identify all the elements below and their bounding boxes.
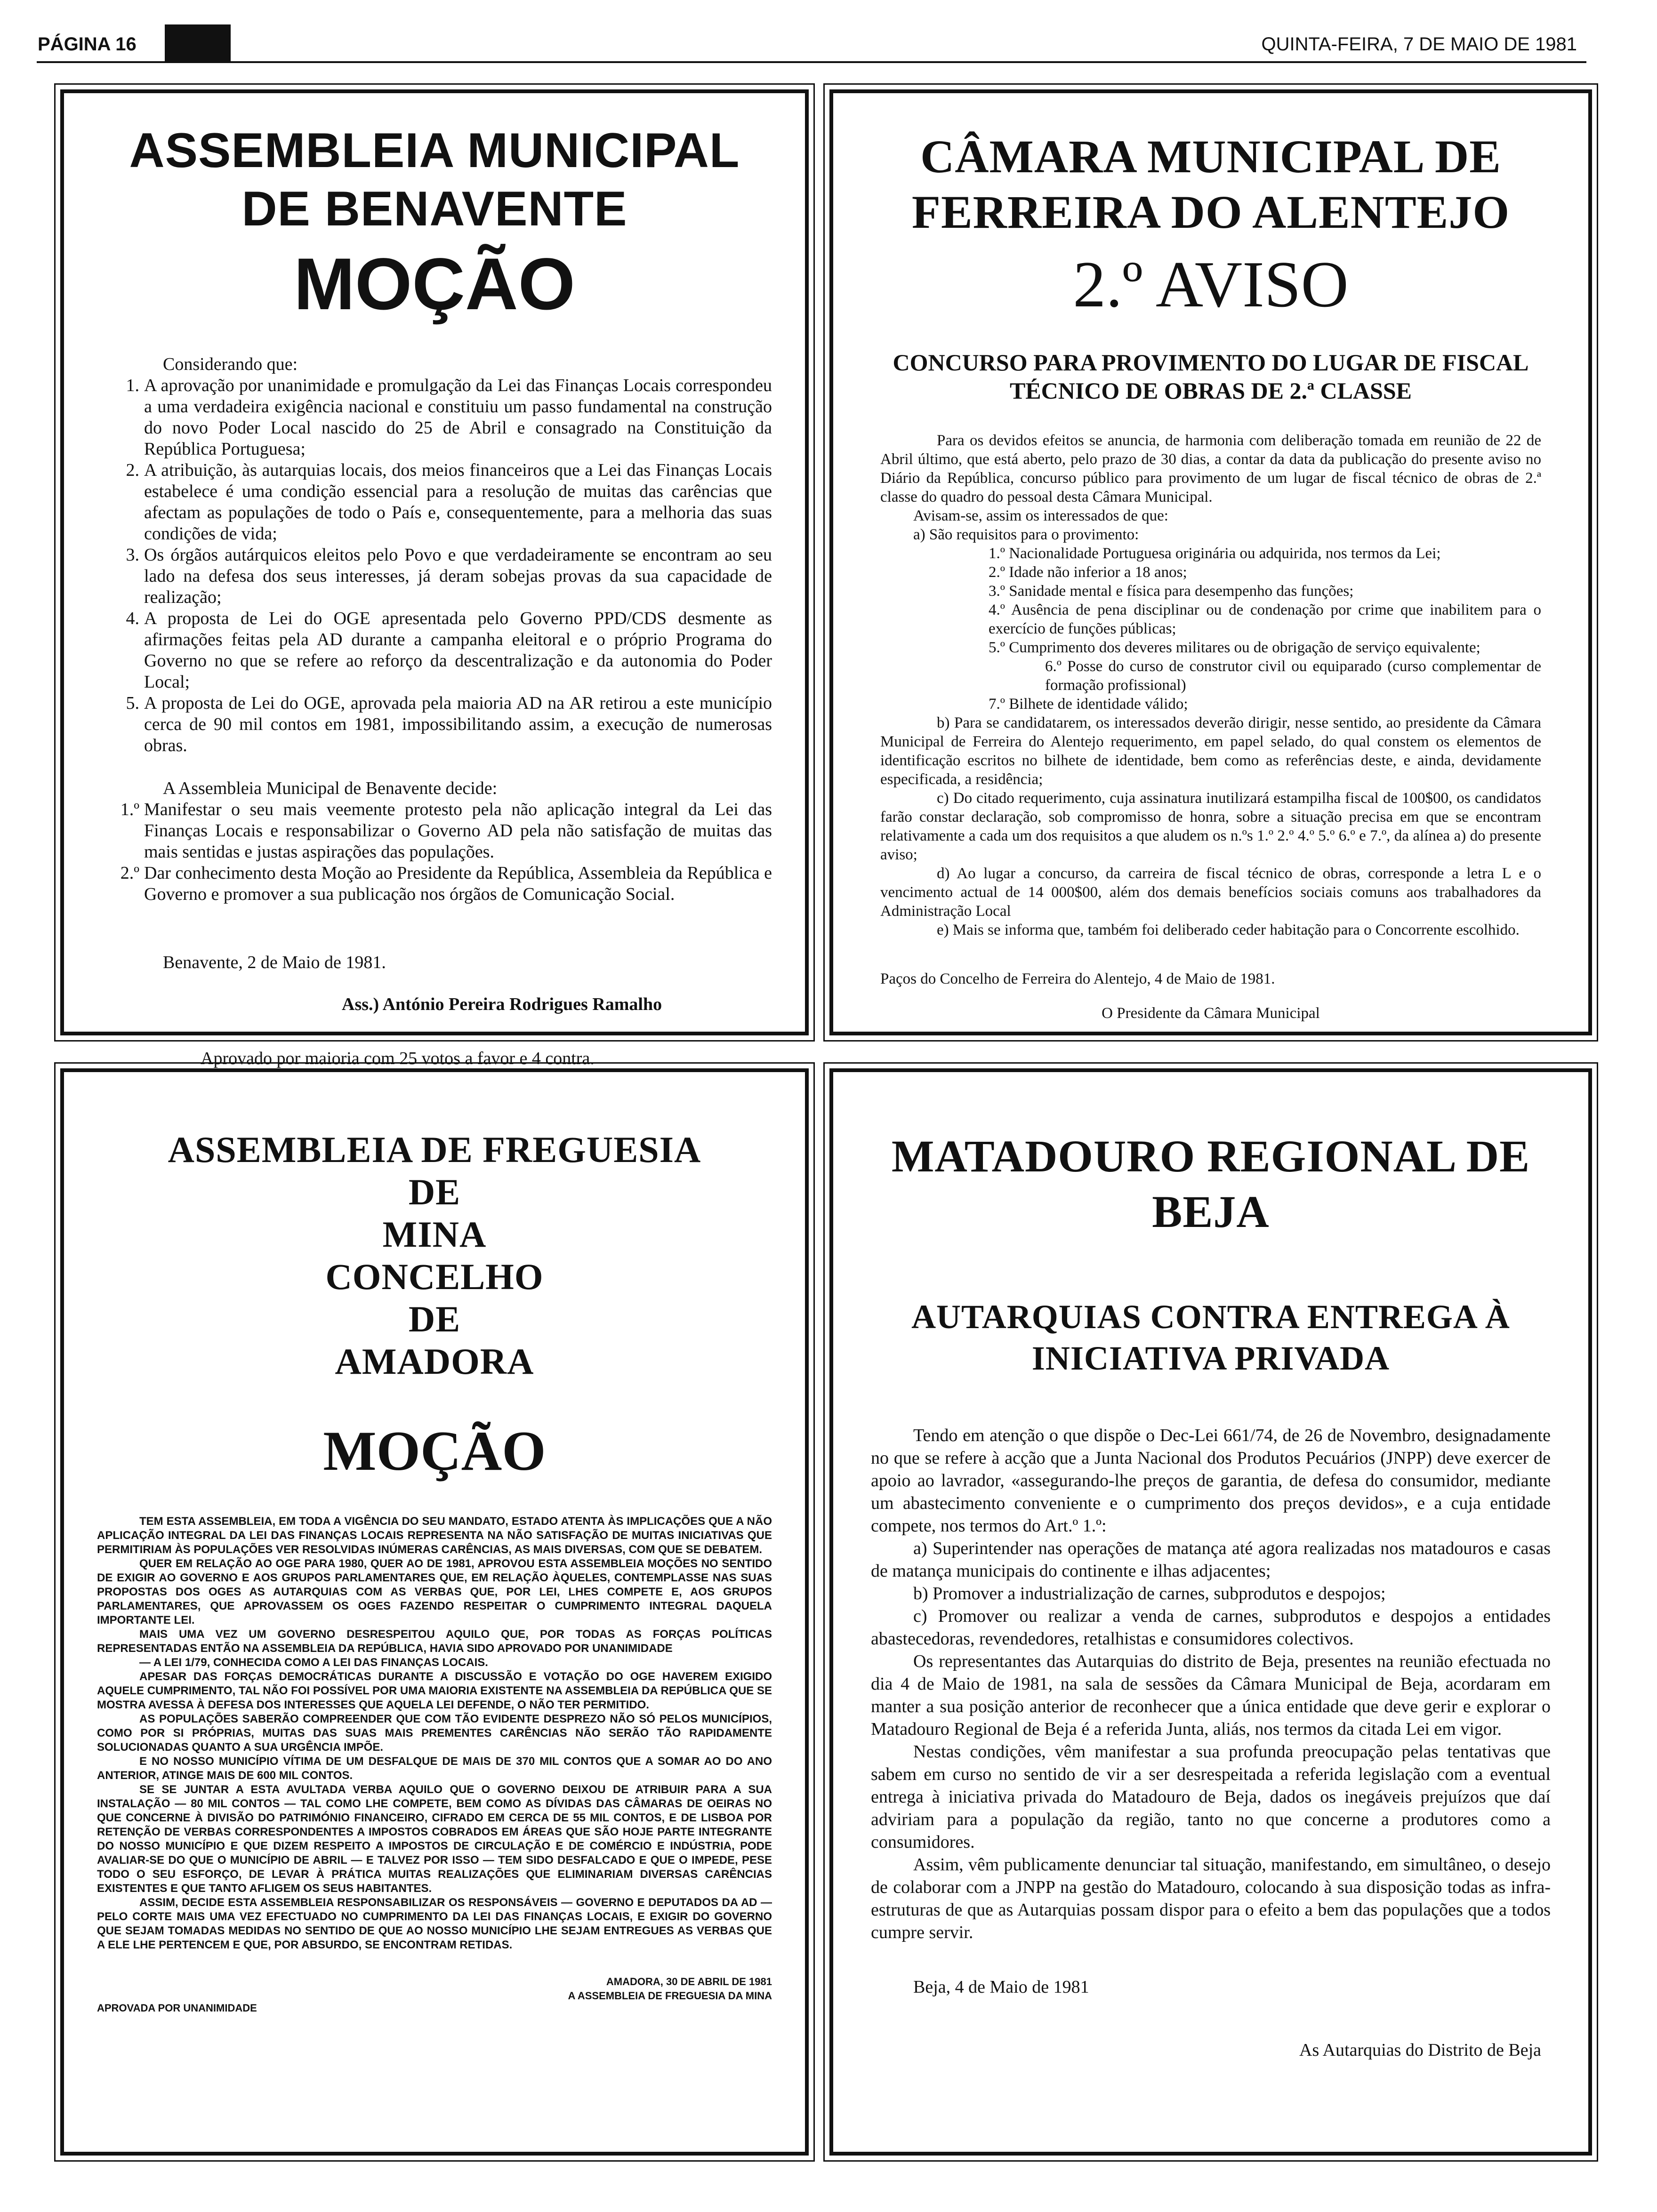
approval-note: Aprovado por maioria com 25 votos a favor e 4 contra. bbox=[201, 1049, 595, 1068]
signature: As Autarquias do Distrito de Beja bbox=[1299, 2040, 1541, 2060]
list-item: 2.º Idade não inferior a 18 anos; bbox=[989, 564, 1187, 581]
decide-intro: A Assembleia Municipal de Benavente decide: bbox=[163, 778, 498, 798]
place-date: Paços do Concelho de Ferreira do Alentejo, 4 de Maio de 1981. bbox=[880, 970, 1275, 987]
place-date: AMADORA, 30 DE ABRIL DE 1981 bbox=[606, 1976, 772, 1988]
ad-footer bbox=[97, 1975, 772, 2017]
list-item: 4. A proposta de Lei do OGE apresentada pelo Governo PPD/CDS desmente as afirmações feitas pela AD durante a campanha eleitoral e o próprio Programa do Governo no que se refere ao reforço da descentralização e da autonomia do Poder Local; bbox=[126, 609, 772, 692]
paragraph: Para os devidos efeitos se anuncia, de harmonia com deliberação tomada em reunião de 22 de Abril último, que está aberto, pelo prazo de 30 dias, a contar da data da publicação do presente aviso no Diário da República, concurso público para provimento de um lugar de fiscal técnico de obras de 2.ª classe do quadro do pessoal desta Câmara Municipal. bbox=[880, 432, 1541, 505]
header-rule bbox=[37, 61, 1586, 63]
ad-title: MATADOURO REGIONAL DE BEJA bbox=[891, 1131, 1530, 1237]
list-item: 1.º Nacionalidade Portuguesa originária ou adquirida, nos termos da Lei; bbox=[989, 545, 1441, 562]
paragraph: Os representantes das Autarquias do distrito de Beja, presentes na reunião efectuada no dia 4 de Maio de 1981, na sala de sessões da Câmara Municipal de Beja, acordaram em manter a sua posição anterior de reconhecer que a única entidade que deve gerir e explorar o Matadouro Regional de Beja é a referida Junta, aliás, nos termos da citada Lei em vigor. bbox=[871, 1651, 1551, 1739]
paragraph: E NO NOSSO MUNICÍPIO VÍTIMA DE UM DESFALQUE DE MAIS DE 370 MIL CONTOS QUE A SOMAR AO DO ANO ANTERIOR, ATINGE MAIS DE 600 MIL CONTOS. bbox=[97, 1755, 772, 1782]
intro-text: Considerando que: bbox=[163, 354, 298, 374]
paragraph: Tendo em atenção o que dispõe o Dec-Lei 661/74, de 26 de Novembro, designadamente no que se refere à acção que a Junta Nacional dos Produtos Pecuários (JNPP) deve exercer de apoio ao lavrador, «assegurando-lhe preços de garantia, de defesa do consumidor, mediante um abastecimento conveniente e o cumprimento dos preços devidos», e a cuja entidade compete, nos termos do Art.º 1.º: bbox=[871, 1426, 1551, 1536]
ad-body bbox=[97, 354, 772, 1069]
paragraph: — A LEI 1/79, CONHECIDA COMO A LEI DAS FINANÇAS LOCAIS. bbox=[139, 1656, 488, 1669]
list-item: 2. A atribuição, às autarquias locais, dos meios financeiros que a Lei das Finanças Locais estabelece é uma condição essencial para a resolução de muitas das carências que afectam as populações de todo o País e, consequentemente, para a melhoria das suas condições de vida; bbox=[126, 460, 772, 544]
ad-subtitle: AUTARQUIAS CONTRA ENTREGA À INICIATIVA PRIVADA bbox=[911, 1298, 1510, 1377]
list-item: 4.º Ausência de pena disciplinar ou de condenação por crime que inabilitem para o exercício de funções públicas; bbox=[989, 601, 1541, 637]
ad-matadouro-beja bbox=[829, 1068, 1592, 2156]
paragraph: MAIS UMA VEZ UM GOVERNO DESRESPEITOU AQUILO QUE, POR TODAS AS FORÇAS POLÍTICAS REPRESENTADAS ENTÃO NA ASSEMBLEIA DA REPÚBLICA, HAVIA SIDO APROVADO POR UNANIMIDADE bbox=[97, 1628, 772, 1655]
list-item: 3. Os órgãos autárquicos eleitos pelo Povo e que verdadeiramente se encontram ao seu lado na defesa dos seus interesses, já deram sobejas provas da sua capacidade de realização; bbox=[126, 545, 772, 607]
page-header bbox=[0, 0, 1657, 71]
page-number: PÁGINA 16 bbox=[38, 34, 137, 55]
list-item: 6.º Posse do curso de construtor civil ou equiparado (curso complementar de formação profissional) bbox=[1045, 658, 1541, 694]
ad-benavente bbox=[60, 89, 809, 1068]
paragraph: ASSIM, DECIDE ESTA ASSEMBLEIA RESPONSABILIZAR OS RESPONSÁVEIS — GOVERNO E DEPUTADOS DA AD — PELO CORTE MAIS UMA VEZ EFECTUADO NO CUMPRIMENTO DA LEI DAS FINANÇAS LOCAIS, E EXIGIR DO GOVERNO QUE SEJAM TOMADAS MEDIDAS NO SENTIDO DE QUE AO NOSSO MUNICÍPIO LHE SEJAM ENTREGUES AS VERBAS QUE A ELE LHE PERTENCEM E QUE, POR ABSURDO, SE ENCONTRAM RETIDAS. bbox=[97, 1896, 772, 1951]
ad-title: CÂMARA MUNICIPAL DE FERREIRA DO ALENTEJO bbox=[911, 130, 1510, 238]
paragraph: AS POPULAÇÕES SABERÃO COMPREENDER QUE COM TÃO EVIDENTE DESPREZO NÃO SÓ PELOS MUNICÍPIOS, COMO POR SI PRÓPRIAS, MUITAS DAS SUAS MAIS PREMENTES CARÊNCIAS NÃO SERÃO TÃO RAPIDAMENTE SOLUCIONADAS QUANTO A SUA URGÊNCIA IMPÕE. bbox=[97, 1713, 772, 1754]
ad-title: ASSEMBLEIA MUNICIPAL DE BENAVENTE bbox=[129, 123, 740, 236]
paragraph: c) Do citado requerimento, cuja assinatura inutilizará estampilha fiscal de 100$00, os candidatos farão constar declaração, sob compromisso de honra, sobre a situação precisa em que se encontram relativamente a cada um dos requisitos a que aludem os n.ºs 1.º 2.º 4.º 5.º 6.º e 7.º, da alínea a) do presente aviso; bbox=[880, 790, 1541, 863]
paragraph: APESAR DAS FORÇAS DEMOCRÁTICAS DURANTE A DISCUSSÃO E VOTAÇÃO DO OGE HAVEREM EXIGIDO AQUELE CUMPRIMENTO, TAL NÃO FOI POSSÍVEL POR UMA MAIORIA EXISTENTE NA ASSEMBLEIA DA REPÚBLICA QUE SE MOSTRA AVESSA À DEFESA DOS INTERESSES QUE AQUELA LEI DEFENDE, O NÃO TER PERMITIDO. bbox=[97, 1670, 772, 1711]
list-item: 7.º Bilhete de identidade válido; bbox=[989, 696, 1188, 713]
ad-body bbox=[866, 1424, 1555, 1944]
paragraph: Avisam-se, assim os interessados de que: bbox=[913, 507, 1168, 524]
paragraph: b) Para se candidatarem, os interessados deverão dirigir, nesse sentido, ao presidente da Câmara Municipal de Ferreira do Alentejo requerimento, em papel selado, do qual constem os elementos de identificação escritos no bilhete de identidade, bem como as referências deste, e ainda, devidamente especificada, a residência; bbox=[880, 714, 1541, 788]
paragraph: b) Promover a industrialização de carnes, subprodutos e despojos; bbox=[913, 1584, 1386, 1603]
list-item: 2.º Dar conhecimento desta Moção ao Presidente da República, Assembleia da República e Governo e promover a sua publicação nos órgãos de Comunicação Social. bbox=[120, 863, 772, 904]
ad-subtitle: 2.º AVISO bbox=[1073, 248, 1349, 321]
signature: O Presidente da Câmara Municipal bbox=[1102, 1005, 1320, 1022]
place-date: Beja, 4 de Maio de 1981 bbox=[913, 1977, 1089, 1997]
signature: A ASSEMBLEIA DE FREGUESIA DA MINA bbox=[568, 1990, 772, 2002]
signature: Ass.) António Pereira Rodrigues Ramalho bbox=[342, 994, 662, 1014]
ad-heading: CONCURSO PARA PROVIMENTO DO LUGAR DE FISCAL TÉCNICO DE OBRAS DE 2.ª CLASSE bbox=[893, 349, 1529, 404]
list-item: 5. A proposta de Lei do OGE, aprovada pela maioria AD na AR retirou a este município cerca de 90 mil contos em 1981, impossibilitando assim, a execução de numerosas obras. bbox=[126, 693, 772, 755]
paragraph: TEM ESTA ASSEMBLEIA, EM TODA A VIGÊNCIA DO SEU MANDATO, ESTADO ATENTA ÀS IMPLICAÇÕES QUE A NÃO APLICAÇÃO INTEGRAL DA LEI DAS FINANÇAS LOCAIS REPRESENTA NA NÃO SATISFAÇÃO DE MUITAS INICIATIVAS QUE PERMITIRIAM ÀS POPULAÇÕES VER RESOLVIDAS INÚMERAS CARÊNCIAS, AS MAIS DIVERSAS, COM QUE SE DEBATEM. bbox=[97, 1515, 772, 1556]
list-item: 3.º Sanidade mental e física para desempenho das funções; bbox=[989, 583, 1354, 600]
paragraph: e) Mais se informa que, também foi deliberado ceder habitação para o Concorrente escolhido. bbox=[937, 922, 1520, 938]
ad-mina-amadora bbox=[60, 1068, 809, 2156]
paragraph: a) Superintender nas operações de matança até agora realizadas nos matadouros e casas de matança municipais do continente e ilhas adjacentes; bbox=[871, 1539, 1551, 1581]
paragraph: SE SE JUNTAR A ESTA AVULTADA VERBA AQUILO QUE O GOVERNO DEIXOU DE ATRIBUIR PARA A SUA INSTALAÇÃO — 80 MIL CONTOS — TAL COMO LHE COMPETE, BEM COMO AS DÍVIDAS DAS CÂMARAS DE OEIRAS NO QUE CONCERNE À DIVISÃO DO PATRIMÓNIO FINANCEIRO, CIFRADO EM CERCA DE 55 MIL CONTOS, E DE LISBOA POR RETENÇÃO DE VERBAS CORRESPONDENTES A IMPOSTOS COBRADOS EM ÁREAS QUE SÃO HOJE PARTE INTEGRANTE DO NOSSO MUNICÍPIO E QUE DIZEM RESPEITO A IMPOSTOS DE CIRCULAÇÃO E DE COMÉRCIO E INDÚSTRIA, PODE AVALIAR-SE DO QUE O MUNICÍPIO DE ABRIL — E TALVEZ POR ISSO — TEM SIDO DESFALCADO E QUE O IMPEDE, PESE TODO O SEU ESFORÇO, DE LEVAR À PRÁTICA MUITAS REALIZAÇÕES QUE ELIMINARIAM DIVERSAS CARÊNCIAS EXISTENTES E QUE TANTO AFLIGEM OS SEUS HABITANTES. bbox=[97, 1783, 772, 1895]
ad-subtitle: MOÇÃO bbox=[294, 243, 575, 325]
paragraph: QUER EM RELAÇÃO AO OGE PARA 1980, QUER AO DE 1981, APROVOU ESTA ASSEMBLEIA MOÇÕES NO SENTIDO DE EXIGIR AO GOVERNO E AOS GRUPOS PARLAMENTARES QUE, EM RELAÇÃO ÀQUELES, CONTEMPLASSE NAS SUAS PROPOSTAS DOS OGES AS AUTARQUIAS COM AS VERBAS QUE, POR LEI, LHES COMPETE E, AOS GRUPOS PARLAMENTARES, QUE APROVASSEM OS OGES FAZENDO RESPEITAR O CUMPRIMENTO INTEGRAL DAQUELA IMPORTANTE LEI. bbox=[97, 1557, 772, 1627]
list-item: 1.º Manifestar o seu mais veemente protesto pela não aplicação integral da Lei das Finanças Locais e responsabilizar o Governo AD pela não satisfação de muitas das mais sentidas e justas aspirações das populações. bbox=[120, 800, 772, 862]
paragraph: a) São requisitos para o provimento: bbox=[913, 526, 1139, 543]
ad-ferreira-do-alentejo bbox=[829, 89, 1592, 1035]
issue-date: QUINTA-FEIRA, 7 DE MAIO DE 1981 bbox=[1261, 34, 1577, 55]
ad-subtitle: MOÇÃO bbox=[323, 1419, 546, 1482]
paragraph: Assim, vêm publicamente denunciar tal situação, manifestando, em simultâneo, o desejo de colaborar com a JNPP na gestão do Matadouro, colocando à sua disposição todas as infra-estruturas de que as Autarquias possam dispor para o efeito a bem das populações que a todos cumpre servir. bbox=[871, 1855, 1551, 1942]
list-item: 1. A aprovação por unanimidade e promulgação da Lei das Finanças Locais correspondeu a uma verdadeira exigência nacional e constituiu um passo fundamental na construção do novo Poder Local nascido do 25 de Abril e consagrado na Constituição da República Portuguesa; bbox=[126, 376, 772, 459]
approval-note: APROVADA POR UNANIMIDADE bbox=[97, 2002, 257, 2014]
paragraph: d) Ao lugar a concurso, da carreira de fiscal técnico de obras, corresponde a letra L e o vencimento actual de 14 000$00, além dos demais benefícios sociais comuns aos trabalhadores da Administração Local bbox=[880, 865, 1541, 920]
ad-title: ASSEMBLEIA DE FREGUESIA DE MINA CONCELHO DE AMADORA bbox=[168, 1129, 701, 1382]
place-date: Benavente, 2 de Maio de 1981. bbox=[163, 953, 386, 972]
paragraph: c) Promover ou realizar a venda de carnes, subprodutos e despojos a entidades abastecedoras, revendedores, retalhistas e consumidores colectivos. bbox=[871, 1606, 1551, 1649]
ad-body bbox=[97, 1515, 772, 1952]
paragraph: Nestas condições, vêm manifestar a sua profunda preocupação pelas tentativas que sabem em curso no sentido de vir a ser desrespeitada a referida legislação com a eventual entrega à iniciativa privada do Matadouro de Beja, dados os inegáveis prejuízos que daí adviriam para a população da região, tanto no que concerne a produtores como a consumidores. bbox=[871, 1742, 1551, 1852]
list-item: 5.º Cumprimento dos deveres militares ou de obrigação de serviço equivalente; bbox=[989, 639, 1480, 656]
ad-body bbox=[866, 431, 1555, 939]
page-number-badge bbox=[165, 24, 231, 63]
